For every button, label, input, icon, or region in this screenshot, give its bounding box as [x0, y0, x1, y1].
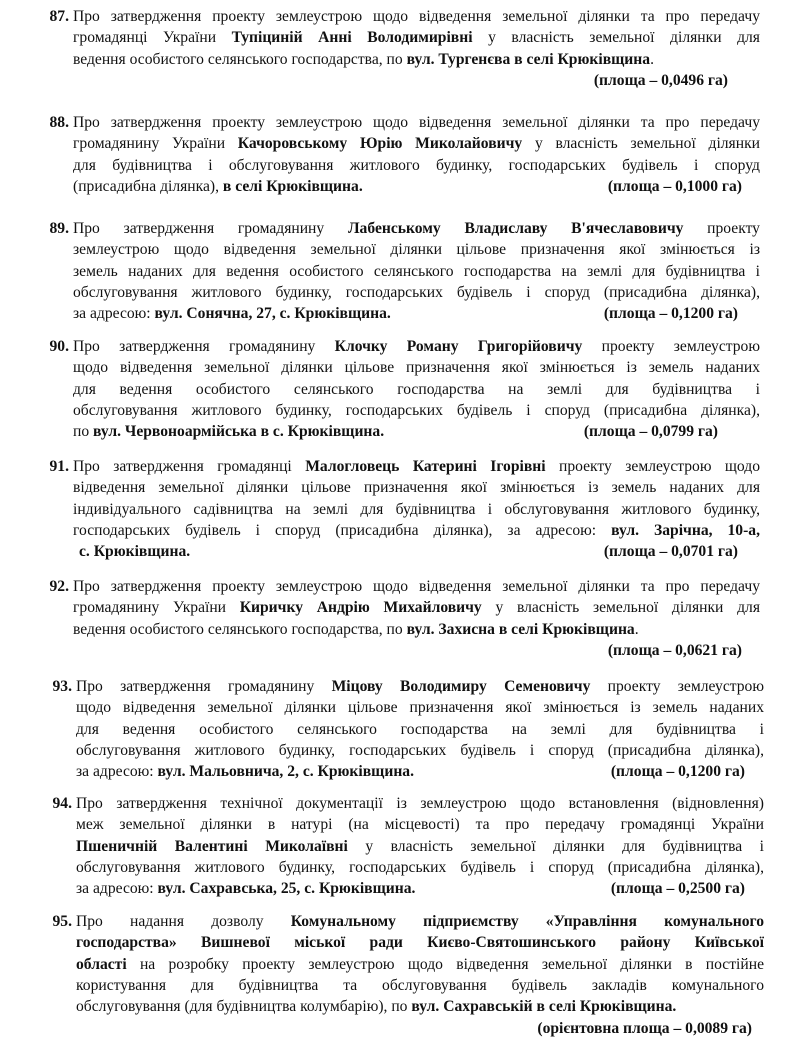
item-text-line: [73, 379, 760, 400]
text-run: у власність земельної ділянки для: [481, 599, 760, 617]
item-text-line: [73, 176, 363, 197]
text-run: Про затвердження технічної документації із землеустрою щодо встановлення (відновлення): [76, 795, 764, 812]
area-value: (площа – 0,0621 га): [607, 641, 742, 659]
emphasized-text: вул. Сонячна, 27, с. Крюківщина.: [154, 305, 391, 323]
item-number: 89.: [49, 220, 69, 237]
area-value: (площа – 0,2500 га): [610, 880, 745, 898]
text-run: для ведення особистого селянського господарства на землі для будівництва і: [76, 720, 764, 738]
item-text-line: [73, 456, 760, 477]
item-text-line: [73, 357, 760, 378]
emphasized-text: господарства» Вишневої міської ради Києво-Святошинського району Київської: [76, 934, 764, 952]
emphasized-text: Малогловець Катерині Ігорівні: [305, 458, 546, 475]
emphasized-text: с. Крюківщина.: [79, 543, 191, 561]
emphasized-text: вул. Зарічна, 10-а,: [611, 521, 760, 539]
text-run: меж земельної ділянки в натурі (на місцевості) та про передачу громадянці України: [76, 816, 764, 834]
emphasized-text: вул. Захисна в селі Крюківщина: [406, 620, 635, 638]
text-run: у власність земельної ділянки для будівництва і: [347, 837, 764, 855]
area-value: (орієнтовна площа – 0,0089 га): [537, 1019, 752, 1037]
item-number: 88.: [49, 114, 69, 131]
text-run: (присадибна ділянка),: [73, 177, 223, 195]
text-run: обслуговування житлового будинку, господарських будівель і споруд (присадибна ділянка),: [73, 401, 760, 419]
text-run: для ведення особистого селянського господарства на землі для будівництва і: [73, 380, 760, 398]
text-run: обслуговування житлового будинку, господарських будівель і споруд (присадибна ділянка),: [76, 858, 764, 876]
item-text-line: [73, 400, 760, 421]
item-text-line: [76, 975, 764, 996]
text-run: обслуговування житлового будинку, господарських будівель і споруд (присадибна ділянка),: [76, 741, 764, 759]
area-value: (площа – 0,0799 га): [583, 423, 718, 441]
emphasized-text: Тупіциній Анні Володимирівні: [231, 29, 473, 47]
text-run: Про затвердження громадянину: [73, 220, 348, 237]
text-run: проекту землеустрою: [582, 338, 760, 355]
item-text-line: [73, 112, 760, 133]
item-text-line: [76, 793, 764, 814]
text-run: земель наданих для ведення особистого селянського господарства на землі для будівництва і: [73, 262, 760, 280]
text-run: за адресою:: [76, 763, 158, 781]
item-text-line: [76, 761, 414, 782]
text-run: у власність земельної ділянки для: [472, 29, 760, 47]
item-text-line: [73, 597, 760, 618]
text-run: для будівництва і обслуговування житлового будинку, господарських будівель і споруд: [73, 156, 760, 174]
emphasized-text: вул. Тургенєва в селі Крюківщина: [406, 50, 651, 68]
emphasized-text: Комунальному підприємству «Управління комунального: [290, 913, 764, 930]
emphasized-text: вул. Червоноармійська в с. Крюківщина.: [93, 423, 385, 441]
item-number: 91.: [49, 458, 69, 475]
text-run: за адресою:: [73, 305, 155, 323]
text-run: обслуговування (для будівництва колумбарію), по: [76, 998, 412, 1016]
item-text-line: [76, 878, 415, 899]
item-text-line: [73, 49, 654, 70]
emphasized-text: Качоровському Юрію Миколайовичу: [237, 135, 523, 153]
item-text-line: [76, 911, 764, 932]
text-run: за адресою:: [76, 880, 158, 898]
text-run: у власність земельної ділянки: [522, 135, 760, 153]
text-run: щодо відведення земельної ділянки цільове призначення якої змінюється із земель наданих: [73, 359, 760, 377]
item-text-line: [76, 814, 764, 835]
item-number: 94.: [52, 795, 72, 812]
emphasized-text: області: [76, 955, 127, 973]
text-run: господарських будівель і споруд (присадибна ділянка), за адресою:: [73, 521, 612, 539]
text-run: .: [634, 620, 639, 638]
emphasized-text: в селі Крюківщина.: [222, 177, 363, 195]
item-text-line: [73, 155, 760, 176]
item-number: 93.: [52, 678, 72, 695]
text-run: індивідуального садівництва на землі для будівництва і обслуговування житлового будинку,: [73, 500, 760, 518]
area-value: (площа – 0,1000 га): [607, 177, 742, 195]
item-text-line: [73, 218, 760, 239]
item-text-line: [73, 27, 760, 48]
text-run: Про затвердження проекту землеустрою щодо відведення земельної ділянки та про передачу: [73, 8, 760, 25]
item-text-line: [76, 697, 764, 718]
item-text-line: [76, 676, 764, 697]
text-run: громадянину України: [73, 599, 240, 617]
text-run: громадянину України: [73, 135, 238, 153]
item-text-line: [76, 954, 764, 975]
area-value: (площа – 0,1200 га): [603, 305, 738, 323]
item-text-line: [73, 133, 760, 154]
item-text-line: [73, 576, 760, 597]
text-run: Про надання дозволу: [76, 913, 291, 930]
emphasized-text: вул. Сахравська, 25, с. Крюківщина.: [157, 880, 416, 898]
item-text-line: [73, 477, 760, 498]
emphasized-text: Пшеничній Валентині Миколаївні: [76, 837, 348, 855]
item-text-line: [79, 541, 190, 562]
item-number: 87.: [49, 8, 69, 25]
item-number: 92.: [49, 578, 69, 595]
text-run: громадянці України: [73, 29, 232, 47]
item-text-line: [73, 6, 760, 27]
text-run: щодо відведення земельної ділянки цільове призначення якої змінюється із земель наданих: [76, 699, 764, 717]
area-value: (площа – 0,0496 га): [593, 71, 728, 89]
text-run: Про затвердження громадянину: [76, 678, 332, 695]
text-run: користування для будівництва та обслуговування будівель закладів комунального: [76, 976, 764, 994]
text-run: Про затвердження громадянці: [73, 458, 306, 475]
emphasized-text: Лабенському Владиславу В'ячеславовичу: [347, 220, 684, 237]
item-text-line: [73, 336, 760, 357]
item-text-line: [73, 239, 760, 260]
item-text-line: [73, 619, 639, 640]
text-run: проекту: [683, 220, 760, 237]
item-text-line: [73, 499, 760, 520]
text-run: землеустрою щодо відведення земельної ділянки цільове призначення якої змінюється із: [73, 241, 760, 259]
text-run: Про затвердження громадянину: [73, 338, 335, 355]
text-run: проекту землеустрою щодо: [545, 458, 760, 475]
text-run: по: [73, 423, 94, 441]
item-text-line: [73, 520, 760, 541]
emphasized-text: вул. Сахравській в селі Крюківщина.: [411, 998, 677, 1016]
text-run: Про затвердження проекту землеустрою щодо відведення земельної ділянки та про передачу: [73, 578, 760, 595]
text-run: відведення земельної ділянки цільове призначення якої змінюється із земель наданих для: [73, 479, 760, 497]
emphasized-text: Киричку Андрію Михайловичу: [239, 599, 482, 617]
item-text-line: [73, 261, 760, 282]
item-text-line: [76, 740, 764, 761]
item-number: 95.: [52, 913, 72, 930]
item-text-line: [76, 857, 764, 878]
item-text-line: [76, 836, 764, 857]
text-run: Про затвердження проекту землеустрою щодо відведення земельної ділянки та про передачу: [73, 114, 760, 131]
text-run: ведення особистого селянського господарства, по: [73, 50, 407, 68]
item-text-line: [76, 719, 764, 740]
item-number: 90.: [49, 338, 69, 355]
text-run: обслуговування житлового будинку, господарських будівель і споруд (присадибна ділянка),: [73, 283, 760, 301]
text-run: ведення особистого селянського господарства, по: [73, 620, 407, 638]
text-run: .: [650, 50, 654, 68]
emphasized-text: Міцову Володимиру Семеновичу: [331, 678, 591, 695]
emphasized-text: вул. Мальовнича, 2, с. Крюківщина.: [157, 763, 414, 781]
item-text-line: [76, 932, 764, 953]
area-value: (площа – 0,1200 га): [610, 763, 745, 781]
item-text-line: [76, 996, 676, 1017]
text-run: на розробку проекту землеустрою щодо відведення земельної ділянки в постійне: [126, 955, 764, 973]
item-text-line: [73, 282, 760, 303]
text-run: проекту землеустрою: [590, 678, 764, 695]
item-text-line: [73, 303, 391, 324]
emphasized-text: Клочку Роману Григорійовичу: [334, 338, 583, 355]
item-text-line: [73, 421, 384, 442]
area-value: (площа – 0,0701 га): [603, 543, 738, 561]
